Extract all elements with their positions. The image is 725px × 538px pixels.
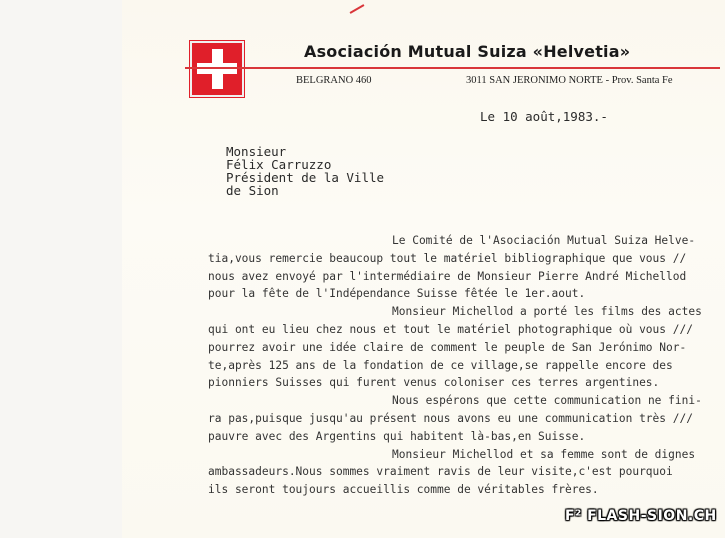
body-line-text: ambassadeurs.Nous sommes vraiment ravis de leur visite,c'est pourquoi <box>208 465 673 479</box>
recipient-block <box>226 145 384 197</box>
body-line <box>208 339 718 357</box>
body-line <box>208 374 718 392</box>
body-line <box>208 481 718 499</box>
body-line <box>208 357 718 375</box>
recipient-line: Félix Carruzzo <box>226 157 332 172</box>
body-line-text: Nous espérons que cette communication ne fini- <box>392 394 702 408</box>
body-line <box>208 410 718 428</box>
body-line <box>208 446 718 464</box>
body-line-text: Le Comité de l'Asociación Mutual Suiza Helve- <box>392 234 696 247</box>
body-line-text: pourrez avoir une idée claire de comment le peuple de San Jerónimo Nor- <box>208 340 687 354</box>
recipient-line: de Sion <box>226 183 279 198</box>
body-line <box>208 268 718 286</box>
recipient-line: Monsieur <box>226 144 287 159</box>
body-line <box>208 232 718 250</box>
body-line-text: Monsieur Michellod et sa femme sont de dignes <box>392 447 696 461</box>
letter-date: Le 10 août,1983.- <box>480 109 608 124</box>
body-line <box>208 303 718 321</box>
body-line-text: ra pas,puisque jusqu'au présent nous avons eu une communication très /// <box>208 411 693 425</box>
organization-name: Asociación Mutual Suiza «Helvetia» <box>304 42 631 61</box>
swiss-cross-logo <box>190 41 244 97</box>
body-line-text: pionniers Suisses qui furent venus coloniser ces terres argentines. <box>208 376 660 390</box>
body-line-text: pour la fête de l'Indépendance Suisse fêtée le 1er.aout. <box>208 287 586 301</box>
body-line <box>208 250 718 268</box>
body-line-text: te,après 125 ans de la fondation de ce village,se rappelle encore des <box>208 358 673 372</box>
body-line <box>208 428 718 446</box>
address-city: 3011 SAN JERONIMO NORTE - Prov. Santa Fe <box>466 75 673 86</box>
body-line-text: qui ont eu lieu chez nous et tout le matériel photographique où vous /// <box>208 322 693 336</box>
body-line-text: ils seront toujours accueillis comme de véritables frères. <box>208 483 599 497</box>
pen-mark <box>350 4 365 14</box>
body-line <box>208 285 718 303</box>
body-line <box>208 463 718 481</box>
body-line-text: nous avez envoyé par l'intermédiaire de Monsieur Pierre André Michellod <box>208 269 687 283</box>
body-line-text: pauvre avec des Argentins qui habitent là-bas,en Suisse. <box>208 429 586 443</box>
letter-body <box>208 232 718 499</box>
address-street: BELGRANO 460 <box>296 75 372 86</box>
body-line-text: tia,vous remercie beaucoup tout le matériel bibliographique que vous // <box>208 251 687 265</box>
body-line-text: Monsieur Michellod a porté les films des actes <box>392 305 702 319</box>
scan-margin <box>0 0 122 538</box>
recipient-line: Président de la Ville <box>226 170 385 185</box>
body-line <box>208 392 718 410</box>
body-line <box>208 321 718 339</box>
watermark: F² FLASH-SION.CH <box>565 508 717 524</box>
letterhead-rule <box>185 67 720 69</box>
